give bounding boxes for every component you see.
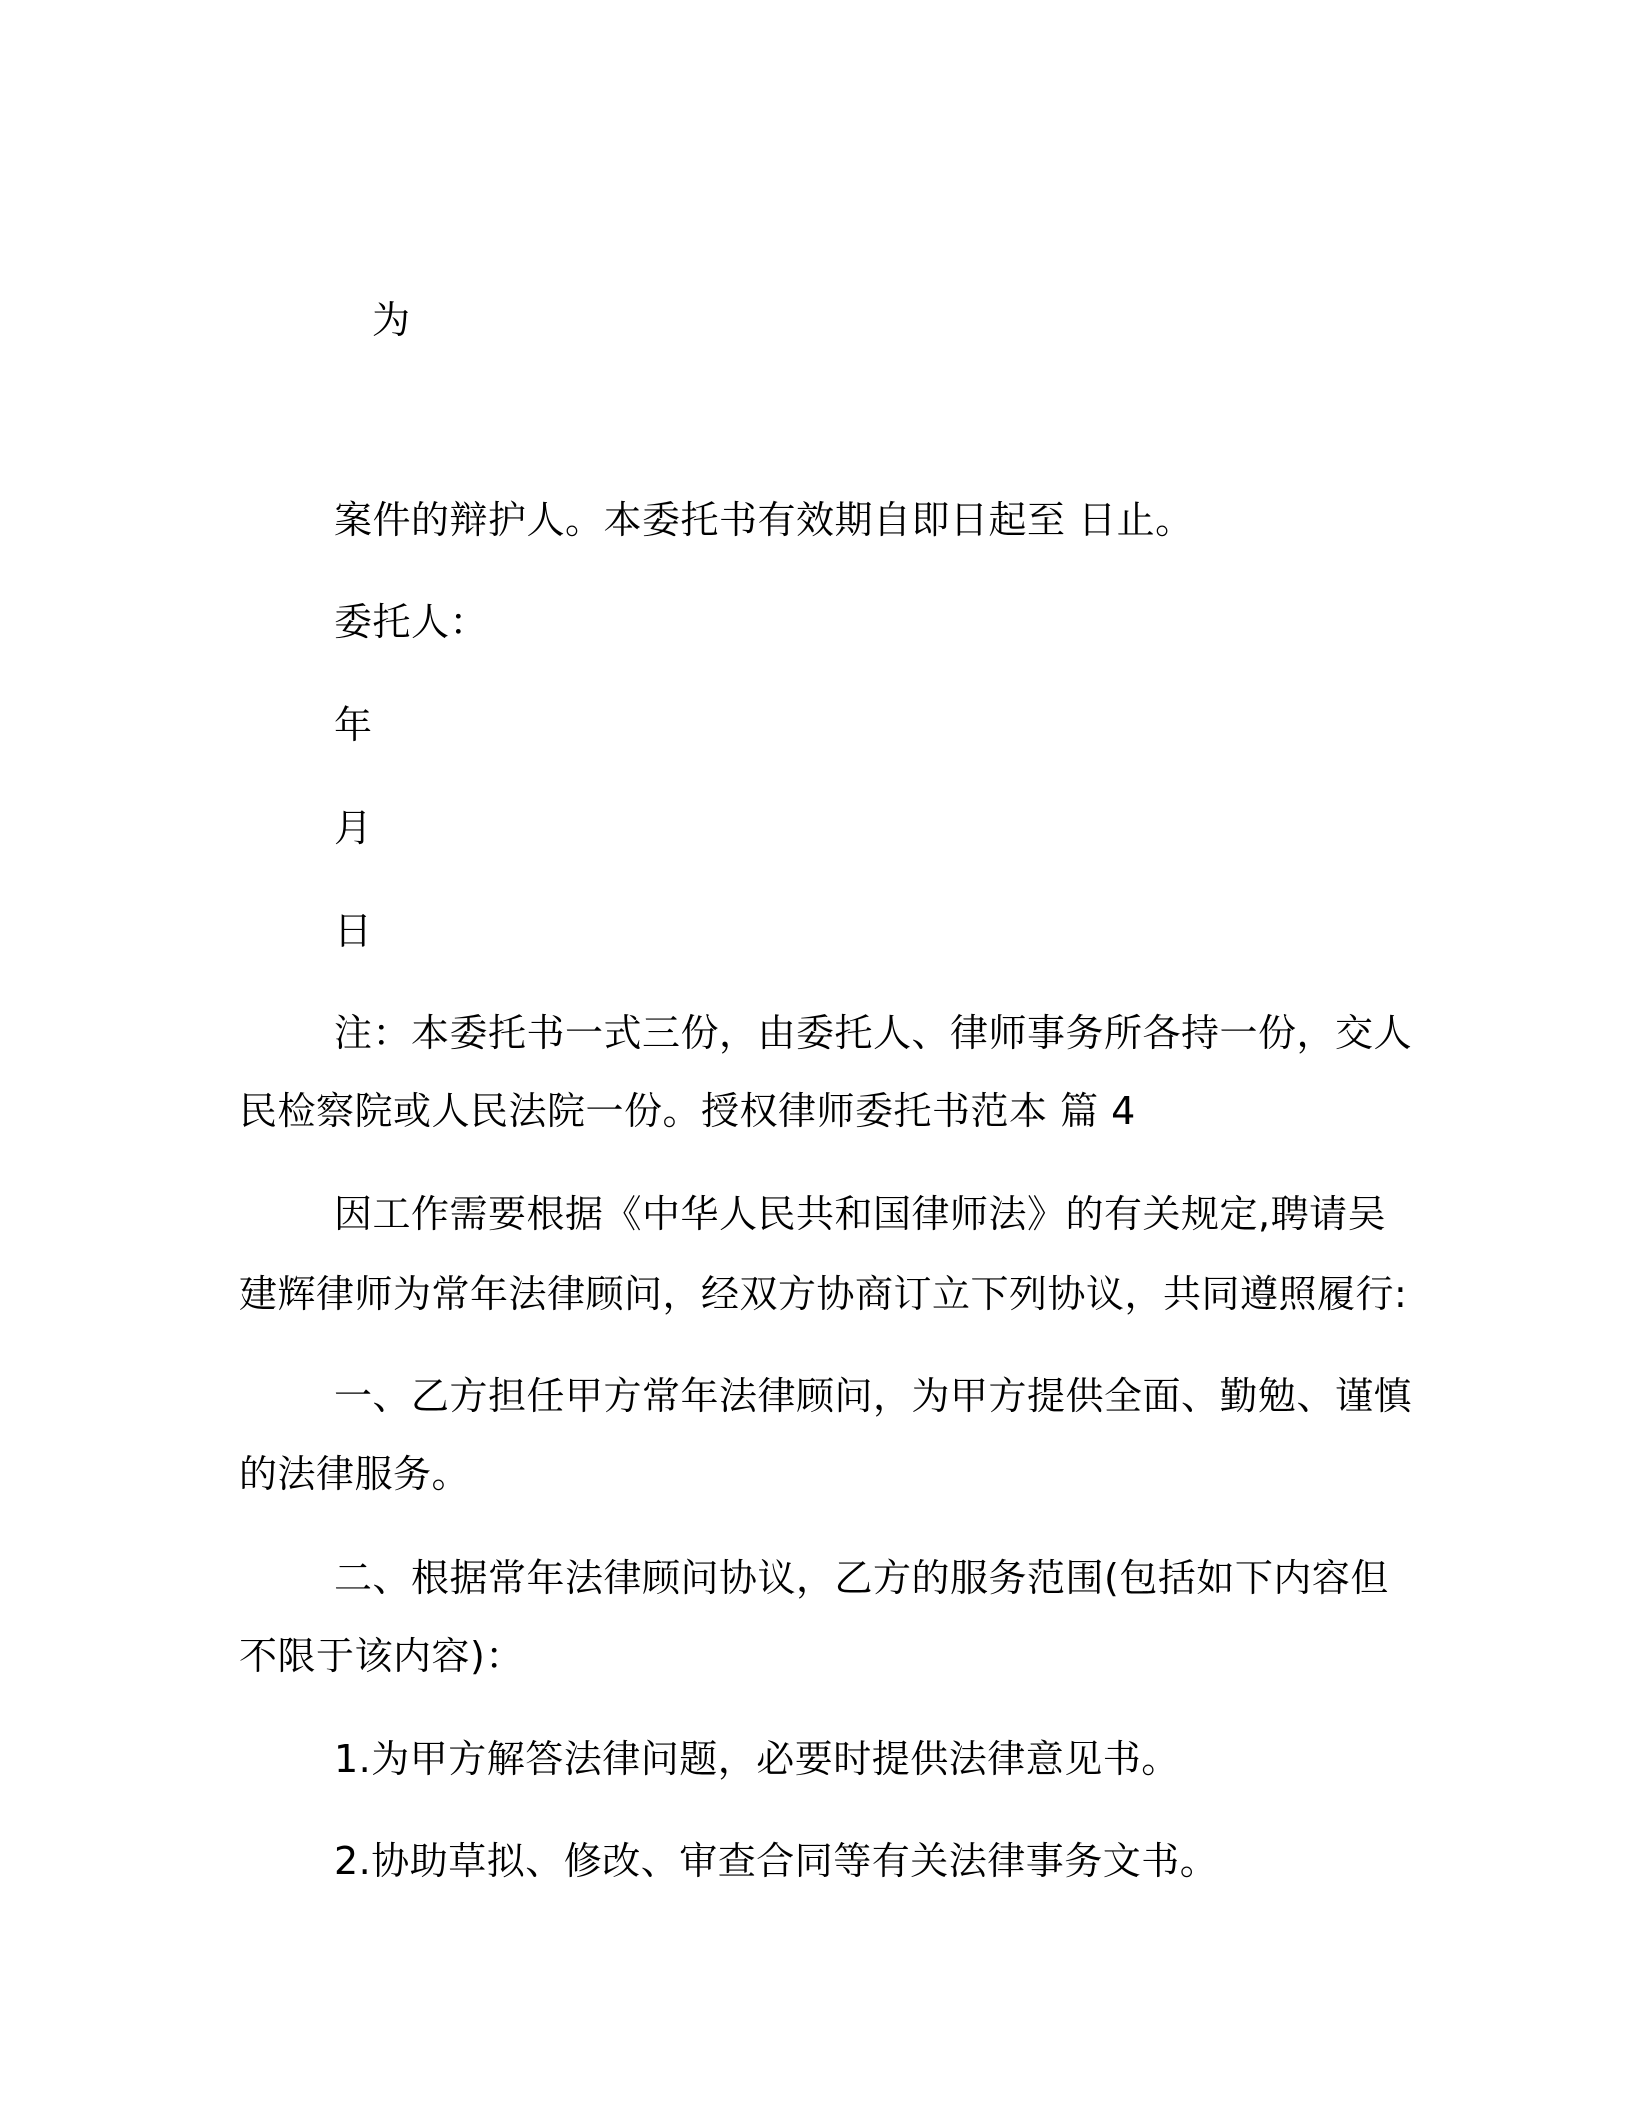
text-line: 建辉律师为常年法律顾问，经双方协商订立下列协议，共同遵照履行: bbox=[239, 1272, 1408, 1316]
text-line: 委托人： bbox=[334, 600, 489, 644]
text-line: 二、根据常年法律顾问协议，乙方的服务范围(包括如下内容但 bbox=[334, 1556, 1389, 1600]
text-line: 为 bbox=[372, 298, 411, 342]
text-line: 日 bbox=[334, 909, 373, 953]
text-line: 民检察院或人民法院一份。授权律师委托书范本 篇 4 bbox=[239, 1089, 1136, 1133]
text-line: 案件的辩护人。本委托书有效期自即日起至 日止。 bbox=[334, 498, 1194, 542]
text-line: 的法律服务。 bbox=[239, 1452, 471, 1496]
text-line: 因工作需要根据《中华人民共和国律师法》的有关规定,聘请吴 bbox=[334, 1192, 1387, 1236]
text-line: 不限于该内容)： bbox=[239, 1634, 524, 1678]
text-line: 注：本委托书一式三份，由委托人、律师事务所各持一份，交人 bbox=[334, 1011, 1413, 1055]
text-line: 一、乙方担任甲方常年法律顾问，为甲方提供全面、勤勉、谨慎 bbox=[334, 1374, 1413, 1418]
text-line: 1.为甲方解答法律问题，必要时提供法律意见书。 bbox=[334, 1737, 1180, 1781]
text-line: 年 bbox=[334, 703, 373, 747]
text-line: 月 bbox=[334, 806, 373, 850]
text-line: 2.协助草拟、修改、审查合同等有关法律事务文书。 bbox=[334, 1839, 1219, 1883]
